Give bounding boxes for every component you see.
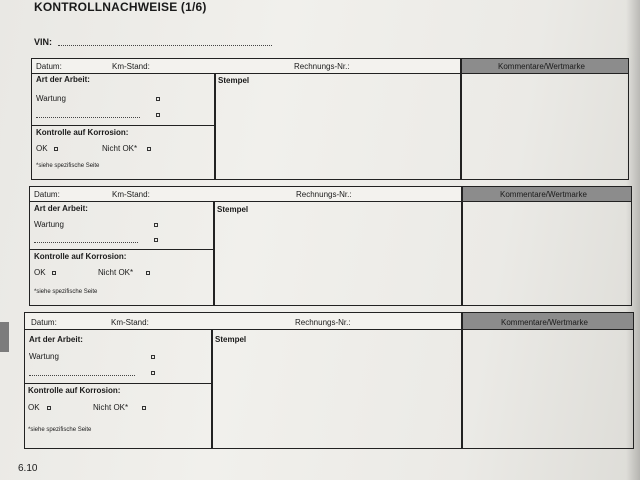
wartung-checkbox[interactable]	[154, 223, 158, 227]
record-header	[32, 59, 628, 74]
service-record-3	[24, 312, 634, 449]
page-title: KONTROLLNACHWEISE (1/6)	[34, 0, 207, 14]
datum-label: Datum:	[36, 62, 62, 71]
datum-label: Datum:	[34, 190, 60, 199]
km-stand-label: Km-Stand:	[112, 190, 150, 199]
km-stand-label: Km-Stand:	[112, 62, 150, 71]
ok-label: OK	[28, 403, 40, 412]
kontrolle-label: Kontrolle auf Korrosion:	[28, 386, 121, 395]
rechnungs-nr-label: Rechnungs-Nr.:	[296, 190, 352, 199]
record-header	[25, 313, 633, 330]
service-record-2	[29, 186, 632, 306]
nicht-ok-checkbox[interactable]	[146, 271, 150, 275]
footnote: *siehe spezifische Seite	[28, 427, 92, 433]
art-der-arbeit-label: Art der Arbeit:	[29, 335, 83, 344]
vin-field[interactable]	[58, 45, 272, 46]
wartung-label: Wartung	[29, 352, 59, 361]
wartung-checkbox[interactable]	[151, 355, 155, 359]
kommentare-label: Kommentare/Wertmarke	[500, 190, 587, 199]
service-record-1	[31, 58, 629, 180]
kontrolle-label: Kontrolle auf Korrosion:	[34, 252, 127, 261]
other-work-checkbox[interactable]	[151, 371, 155, 375]
other-work-checkbox[interactable]	[154, 238, 158, 242]
rechnungs-nr-label: Rechnungs-Nr.:	[294, 62, 350, 71]
footnote: *siehe spezifische Seite	[34, 289, 98, 295]
other-work-checkbox[interactable]	[156, 113, 160, 117]
ok-checkbox[interactable]	[52, 271, 56, 275]
chapter-tab	[0, 322, 9, 352]
nicht-ok-label: Nicht OK*	[93, 403, 129, 412]
footnote: *siehe spezifische Seite	[36, 163, 100, 169]
kommentare-label: Kommentare/Wertmarke	[498, 62, 585, 71]
km-stand-label: Km-Stand:	[111, 318, 149, 327]
ok-checkbox[interactable]	[47, 406, 51, 410]
wartung-label: Wartung	[36, 94, 66, 103]
stempel-label: Stempel	[218, 76, 250, 85]
rechnungs-nr-label: Rechnungs-Nr.:	[295, 318, 351, 327]
stempel-label: Stempel	[217, 205, 249, 214]
ok-label: OK	[36, 144, 48, 153]
kommentare-label: Kommentare/Wertmarke	[501, 318, 588, 327]
art-der-arbeit-label: Art der Arbeit:	[34, 204, 88, 213]
record-header	[30, 187, 631, 202]
other-work-field[interactable]	[34, 242, 138, 243]
wartung-checkbox[interactable]	[156, 97, 160, 101]
nicht-ok-checkbox[interactable]	[142, 406, 146, 410]
other-work-field[interactable]	[29, 375, 135, 376]
art-der-arbeit-label: Art der Arbeit:	[36, 75, 90, 84]
other-work-field[interactable]	[36, 117, 140, 118]
stempel-label: Stempel	[215, 335, 247, 344]
kontrolle-label: Kontrolle auf Korrosion:	[36, 128, 129, 137]
wartung-label: Wartung	[34, 220, 64, 229]
vin-label: VIN:	[34, 37, 52, 47]
datum-label: Datum:	[31, 318, 57, 327]
ok-checkbox[interactable]	[54, 147, 58, 151]
nicht-ok-checkbox[interactable]	[147, 147, 151, 151]
nicht-ok-label: Nicht OK*	[98, 268, 134, 277]
page-number: 6.10	[18, 463, 38, 474]
ok-label: OK	[34, 268, 46, 277]
nicht-ok-label: Nicht OK*	[102, 144, 138, 153]
